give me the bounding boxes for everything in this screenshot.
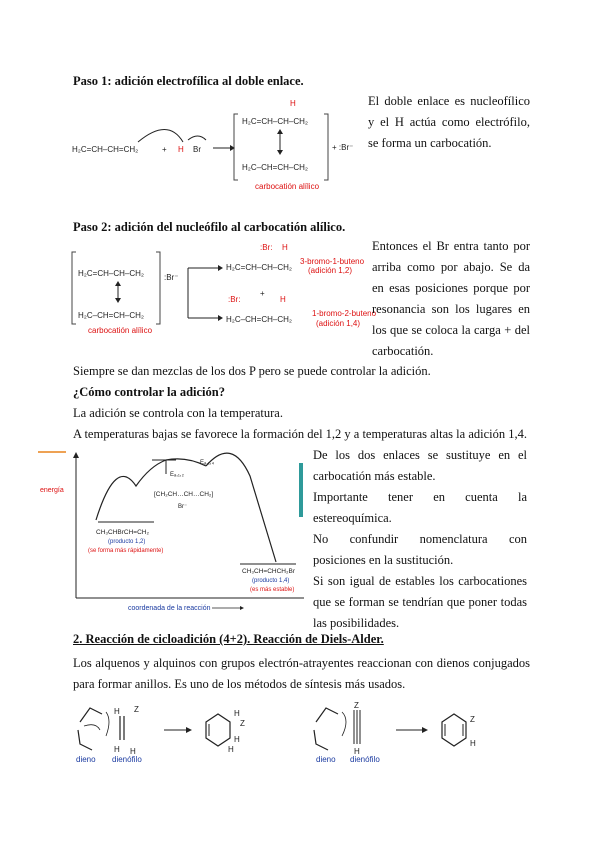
paso1-reactant: H₂C=CH–CH=CH₂ (72, 145, 139, 154)
energy-diagram (36, 446, 308, 616)
paso2-product2: H₂C–CH=CH–CH₂ (226, 315, 292, 324)
da-h-6: H (228, 745, 234, 754)
paso2-product1-name: 3-bromo-1-buteno (300, 257, 365, 266)
paso2-product2-sub: (adición 1,4) (316, 319, 361, 328)
product12-label: (producto 1,2) (108, 539, 146, 545)
diels-alder-heading: 2. Reacción de cicloadición (4+2). Reacción de Diels-Alder. (73, 632, 384, 646)
product14-formula: CH₃CH=CHCH₂Br (242, 568, 296, 575)
paso2-plus: + (260, 289, 265, 298)
profile-curve-14 (206, 453, 276, 562)
paso1-heading: Paso 1: adición electrofílica al doble enlace. (73, 74, 304, 88)
da-h-3: H (130, 747, 136, 756)
bracket-right (324, 114, 328, 180)
paso2-heading: Paso 2: adición del nucleófilo al carbocatión alílico. (73, 220, 346, 234)
bajas-altas-text: A temperaturas bajas se favorece la formación del 1,2 y a temperaturas altas la adición 1,4. (73, 427, 527, 441)
side-text-3: No confundir nomenclatura con posiciones en la sustitución. (313, 532, 527, 567)
da-h-8: H (470, 739, 476, 748)
product14-label: (producto 1,4) (252, 578, 290, 584)
paso2-product2-name: 1-bromo-2-buteno (312, 309, 377, 318)
side-text-2: Importante tener en cuenta la estereoquímica. (313, 490, 527, 525)
product14-note: (es más estable) (250, 587, 295, 593)
da-z-4: Z (470, 715, 475, 724)
curved-arrow-icon (106, 712, 109, 736)
cyclohexadiene-ring (442, 714, 466, 746)
da-z-3: Z (354, 701, 359, 710)
dieno-label-1: dieno (76, 755, 96, 764)
intermediate-br: Br⁻ (178, 504, 188, 510)
paso2-h-1: H (282, 243, 288, 252)
paso2-bracket-label: carbocatión alílico (88, 326, 153, 335)
ea12-label: Eₐ,₁,₂ (170, 472, 184, 478)
paso2-product1-sub: (adición 1,2) (308, 266, 353, 275)
da-h-7: H (354, 747, 360, 756)
bracket-left (234, 114, 238, 180)
paso2-h-2: H (280, 295, 286, 304)
intermediate-label: [CH₂CH…CH…CH₂] (154, 491, 214, 498)
side-text-1: De los dos enlaces se sustituye en el carbocatión más estable. (313, 448, 527, 483)
product12-formula: CH₃CHBrCH=CH₂ (96, 529, 150, 536)
paso2-br-2: :Br: (228, 295, 241, 304)
diels-alder-diagram (68, 700, 538, 770)
da-h-5: H (234, 735, 240, 744)
paso1-h-label: H (290, 99, 296, 108)
profile-curve-12 (96, 459, 206, 520)
energy-xlabel: coordenada de la reacción (128, 605, 211, 612)
paso1-cation2: H₂C–CH=CH–CH₂ (242, 163, 308, 172)
temperatura-text: La adición se controla con la temperatura. (73, 406, 283, 420)
diels-alder-text: Los alquenos y alquinos con grupos electrón-atrayentes reaccionan con dienos conjugados para formar anillos. Es uno de los métodos de síntesis más usados. (73, 656, 530, 691)
curved-arrow-icon (138, 130, 183, 143)
paso2-cation1: H₂C=CH–CH–CH₂ (78, 269, 144, 278)
paso1-cation1: H₂C=CH–CH–CH₂ (242, 117, 308, 126)
paso2-br-1: :Br: (260, 243, 273, 252)
paso2-product1: H₂C=CH–CH–CH₂ (226, 263, 292, 272)
paso2-reaction-diagram (68, 238, 377, 338)
curved-arrow-icon (84, 725, 100, 730)
da-h-1: H (114, 707, 120, 716)
diene-bond (80, 708, 102, 722)
curved-arrow-icon (342, 712, 346, 736)
dienofilo-label-1: dienófilo (112, 755, 142, 764)
paso1-plus: + (162, 145, 167, 154)
paso1-bromide: + :Br⁻ (332, 143, 354, 152)
curved-arrow-icon (188, 136, 206, 140)
da-z-2: Z (240, 719, 245, 728)
cyclohexene-ring (206, 714, 230, 746)
product12-note: (se forma más rápidamente) (88, 548, 164, 554)
paso1-reaction-diagram (68, 92, 368, 192)
dieno-label-2: dieno (316, 755, 336, 764)
da-z-1: Z (134, 705, 139, 714)
dienofilo-label-2: dienófilo (350, 755, 380, 764)
paso1-hbr-br: Br (193, 145, 201, 154)
mezclas-text: Siempre se dan mezclas de los dos P pero se puede controlar la adición. (73, 364, 431, 378)
paso1-hbr-h: H (178, 145, 184, 154)
da-h-2: H (114, 745, 120, 754)
side-text-4: Si son igual de estables los carbocationes que se forman se tendrían que poner todas las posibilidades. (313, 574, 527, 630)
energy-ylabel: energía (40, 487, 64, 494)
teal-accent-bar (299, 463, 303, 517)
ea14-label: Eₐ,₁,₄ (200, 460, 215, 466)
paso1-bracket-label: carbocatión alílico (255, 182, 320, 191)
paso2-text: Entonces el Br entra tanto por arriba como por abajo. Se da en esas posiciones porque por resonancia son los lugares en los que se coloca la carga + del carbocatión. (372, 239, 530, 358)
paso2-cation2: H₂C–CH=CH–CH₂ (78, 311, 144, 320)
da-h-4: H (234, 709, 240, 718)
pregunta-heading: ¿Cómo controlar la adición? (73, 385, 225, 399)
paso2-bromide: :Br⁻ (164, 273, 179, 282)
paso1-text: El doble enlace es nucleofílico y el H actúa como electrófilo, se forma un carbocatión. (368, 94, 530, 150)
